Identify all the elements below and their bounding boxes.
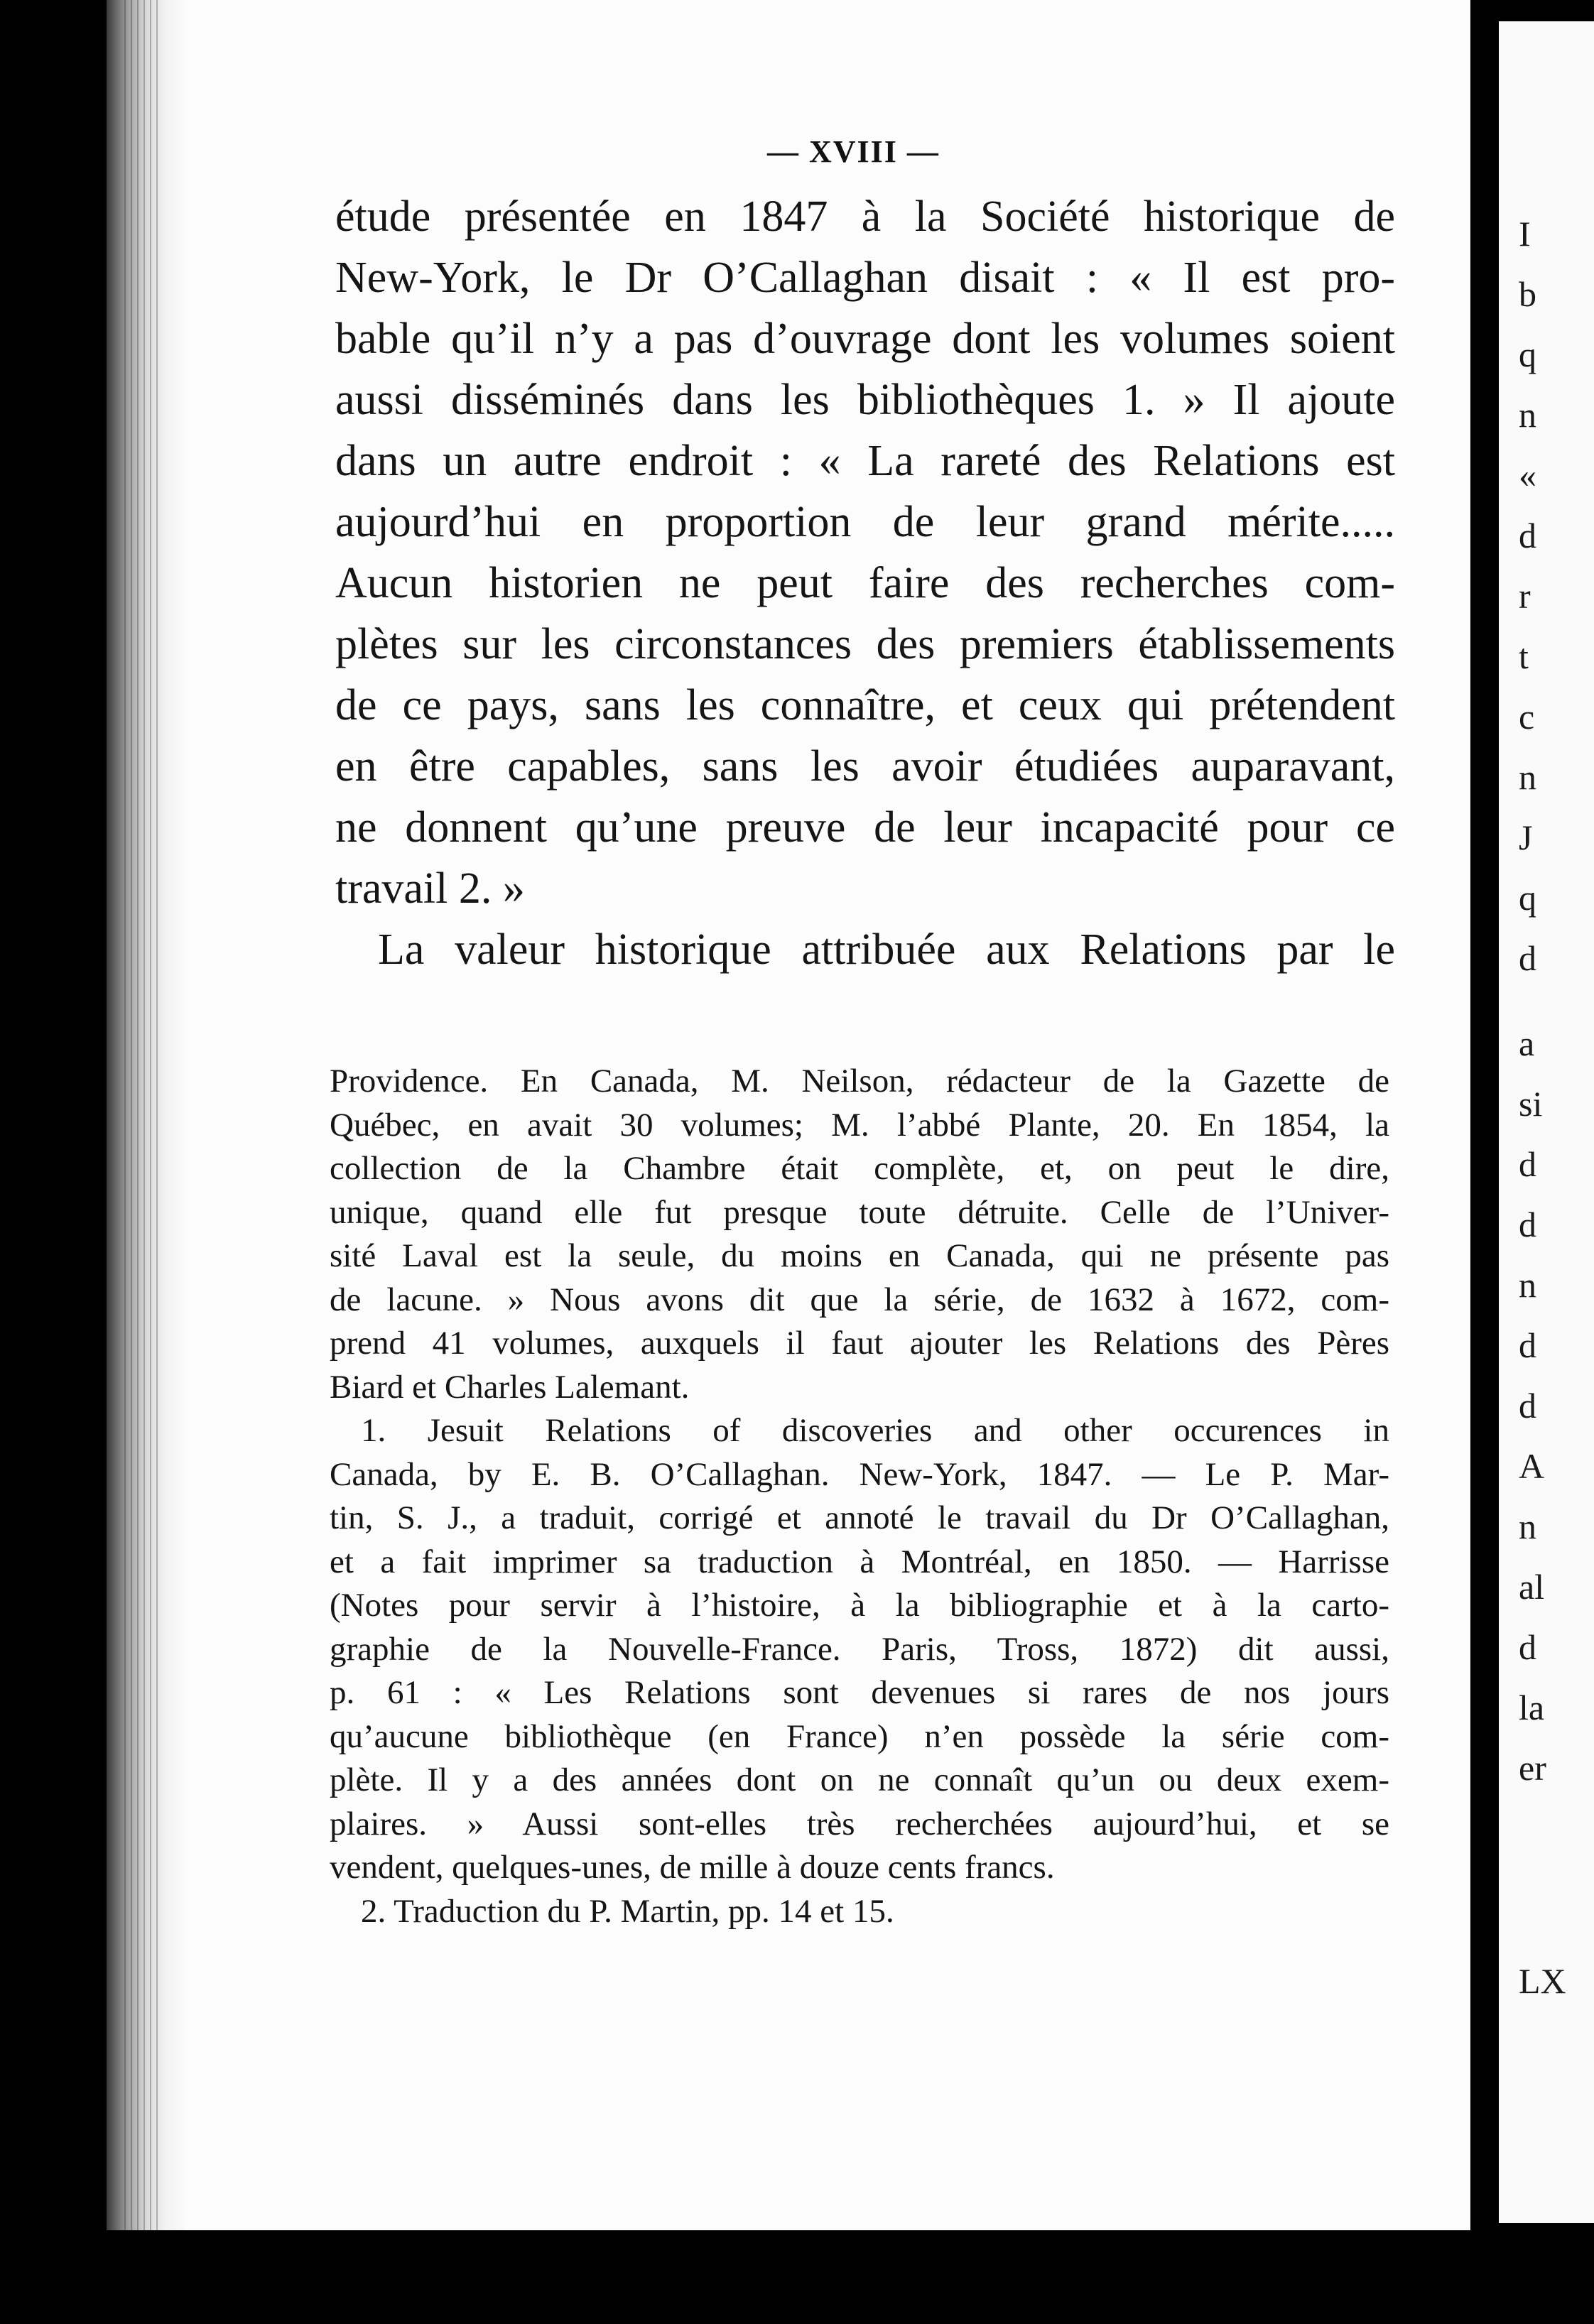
facing-page-fragment: c [1519, 697, 1535, 737]
footnote-line: prend 41 volumes, auxquels il faut ajouter les Relations des Pères [330, 1325, 1389, 1362]
text-line: travail 2. » [335, 864, 525, 913]
facing-page-fragment: b [1519, 274, 1536, 314]
footnote-line: Canada, by E. B. O’Callaghan. New-York, 1847. — Le P. Mar- [330, 1455, 1389, 1493]
footnote-line: p. 61 : « Les Relations sont devenues si rares de nos jours [330, 1674, 1389, 1711]
facing-page-fragment: I [1519, 214, 1531, 254]
facing-page-fragment: « [1519, 455, 1536, 495]
page-number-header: — XVIII — [767, 134, 940, 169]
footnote-line: qu’aucune bibliothèque (en France) n’en possède la série com- [330, 1717, 1389, 1755]
footnotes [330, 1060, 1389, 1933]
facing-page-fragment: t [1519, 636, 1529, 676]
text-line: ne donnent qu’une preuve de leur incapacité pour ce [335, 803, 1395, 852]
text-line: La valeur historique attribuée aux Relations par le [378, 925, 1395, 974]
facing-page-fragment: q [1519, 335, 1536, 374]
footnote-line: vendent, quelques-unes, de mille à douze cents francs. [330, 1849, 1055, 1886]
facing-page-fragment: d [1519, 1325, 1536, 1365]
footnote-line: de lacune. » Nous avons dit que la série, de 1632 à 1672, com- [330, 1281, 1389, 1318]
text-line: Aucun historien ne peut faire des recherches com- [335, 559, 1395, 607]
facing-page-fragment: d [1519, 1627, 1536, 1667]
scan-border-bottom [0, 2230, 1594, 2324]
facing-page-fragment: d [1519, 938, 1536, 978]
main-text [335, 186, 1395, 980]
text-line: dans un autre endroit : « La rareté des Relations est [335, 437, 1395, 485]
text-line: étude présentée en 1847 à la Société historique de [335, 192, 1395, 241]
text-line: aussi disséminés dans les bibliothèques 1. » Il ajoute [335, 376, 1395, 424]
facing-page-fragment: al [1519, 1567, 1545, 1607]
facing-page-fragment: J [1519, 818, 1533, 857]
footnote-line: tin, S. J., a traduit, corrigé et annoté le travail du Dr O’Callaghan, [330, 1499, 1389, 1536]
facing-page-fragment: d [1519, 1386, 1536, 1426]
footnote-line: plète. Il y a des années dont on ne connaît qu’un ou deux exem- [330, 1761, 1389, 1798]
facing-page-fragment: d [1519, 1205, 1536, 1244]
footnote-line: (Notes pour servir à l’histoire, à la bibliographie et à la carto- [330, 1587, 1389, 1624]
footnote-line: sité Laval est la seule, du moins en Canada, qui ne présente pas [330, 1237, 1389, 1274]
facing-page-fragment: d [1519, 516, 1536, 555]
facing-page-fragment: er [1519, 1748, 1546, 1788]
footnote-line: Biard et Charles Lalemant. [330, 1368, 690, 1406]
binding-texture [124, 0, 160, 2324]
footnote-line: 2. Traduction du P. Martin, pp. 14 et 15. [361, 1892, 894, 1930]
facing-page-fragment: a [1519, 1023, 1535, 1063]
footnote-line: plaires. » Aussi sont-elles très recherchées aujourd’hui, et se [330, 1805, 1389, 1842]
facing-page-fragment: r [1519, 576, 1531, 616]
facing-page-fragment: n [1519, 757, 1536, 797]
footnote-line: unique, quand elle fut presque toute détruite. Celle de l’Univer- [330, 1193, 1389, 1231]
page-gutter [1470, 0, 1499, 2324]
facing-page-fragment: q [1519, 878, 1536, 918]
text-line: en être capables, sans les avoir étudiées auparavant, [335, 742, 1395, 791]
footnote-line: 1. Jesuit Relations of discoveries and other occurences in [361, 1412, 1389, 1449]
facing-page-fragment: d [1519, 1144, 1536, 1184]
facing-page-fragment: n [1519, 395, 1536, 435]
text-line: bable qu’il n’y a pas d’ouvrage dont les volumes soient [335, 315, 1395, 363]
facing-page-fragment: n [1519, 1265, 1536, 1305]
footnote-line: Providence. En Canada, M. Neilson, rédacteur de la Gazette de [330, 1063, 1389, 1099]
facing-page-fragment: LX [1519, 1961, 1566, 2001]
footnote-line: Québec, en avait 30 volumes; M. l’abbé Plante, 20. En 1854, la [330, 1106, 1389, 1144]
footnote-line: collection de la Chambre était complète, et, on peut le dire, [330, 1150, 1389, 1187]
text-line: New-York, le Dr O’Callaghan disait : « Il est pro- [335, 254, 1395, 302]
scan-border-left [0, 0, 107, 2324]
footnote-line: graphie de la Nouvelle-France. Paris, Tross, 1872) dit aussi, [330, 1630, 1389, 1668]
facing-page-fragment: A [1519, 1446, 1545, 1486]
facing-page-fragment: la [1519, 1688, 1545, 1727]
text-line: aujourd’hui en proportion de leur grand mérite..... [335, 498, 1395, 546]
facing-page-fragment: n [1519, 1506, 1536, 1546]
text-line: plètes sur les circonstances des premiers établissements [335, 620, 1395, 668]
footnote-line: et a fait imprimer sa traduction à Montréal, en 1850. — Harrisse [330, 1543, 1389, 1580]
facing-page-fragment: si [1519, 1084, 1543, 1124]
facing-page [1499, 21, 1594, 2223]
text-line: de ce pays, sans les connaître, et ceux qui prétendent [335, 681, 1395, 729]
